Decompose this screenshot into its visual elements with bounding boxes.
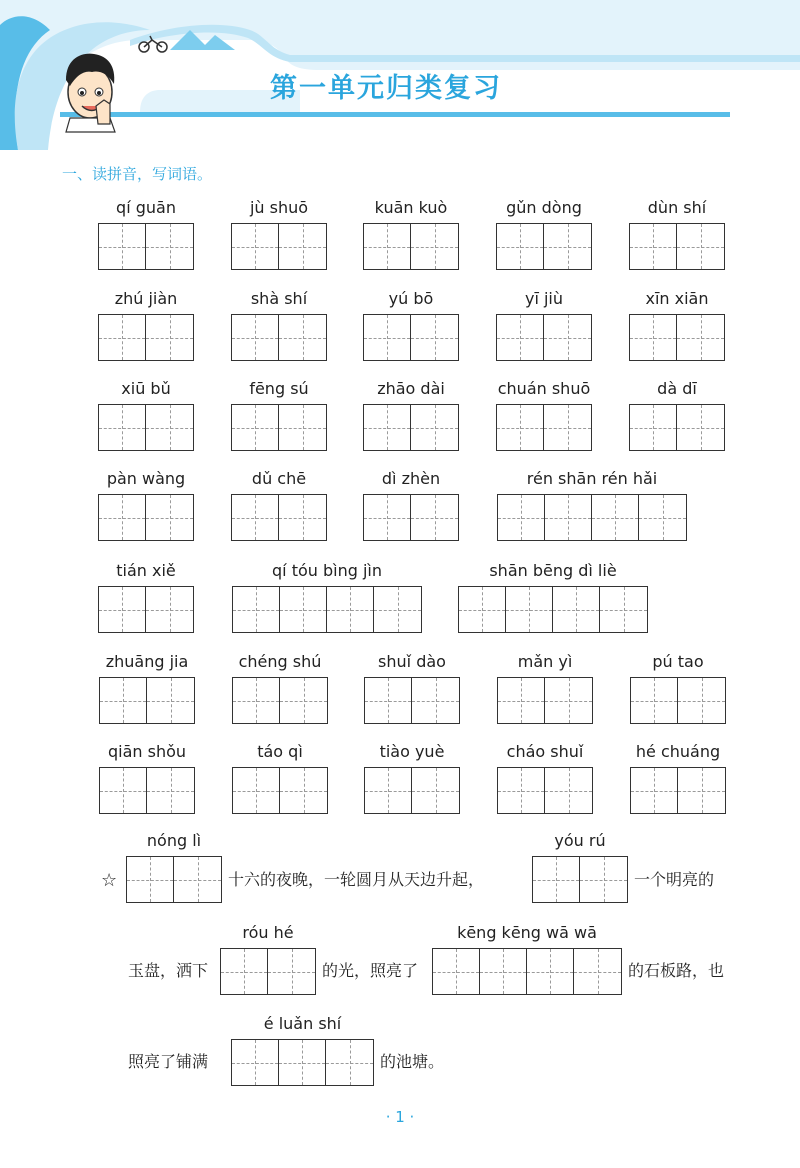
pinyin-label: yóu rú — [554, 831, 606, 850]
writing-grid[interactable] — [363, 314, 459, 361]
paragraph-text: 的池塘。 — [380, 1052, 445, 1071]
page-title: 第一单元归类复习 — [270, 73, 502, 104]
thumbs-up-boy-icon — [66, 54, 115, 132]
paragraph-text: 照亮了铺满 — [128, 1052, 209, 1071]
writing-grid[interactable] — [231, 494, 327, 541]
writing-grid[interactable] — [232, 767, 328, 814]
writing-grid[interactable] — [98, 404, 194, 451]
pinyin-label: yú bō — [388, 289, 434, 308]
pinyin-label: é luǎn shí — [263, 1014, 342, 1033]
writing-grid[interactable] — [496, 404, 592, 451]
pinyin-label: dì zhèn — [381, 469, 441, 488]
pinyin-label: kuān kuò — [374, 198, 448, 217]
pinyin-label: dǔ chē — [251, 469, 307, 488]
pinyin-label: shān bēng dì liè — [489, 561, 617, 580]
pinyin-label: zhāo dài — [377, 379, 445, 398]
pinyin-label: xīn xiān — [645, 289, 709, 308]
paragraph-text: 玉盘，洒下 — [128, 961, 209, 980]
pinyin-label: zhú jiàn — [114, 289, 178, 308]
pinyin-label: xiū bǔ — [121, 379, 171, 398]
pinyin-label: qiān shǒu — [107, 742, 187, 761]
writing-grid[interactable] — [630, 677, 726, 724]
writing-grid[interactable] — [99, 677, 195, 724]
writing-grid[interactable] — [629, 314, 725, 361]
writing-grid[interactable] — [363, 404, 459, 451]
pinyin-label: tiào yuè — [379, 742, 445, 761]
pinyin-label: qí guān — [116, 198, 176, 217]
paragraph-text: 的石板路，也 — [628, 961, 725, 980]
pinyin-label: jù shuō — [249, 198, 309, 217]
pinyin-label: zhuāng jia — [105, 652, 189, 671]
writing-grid[interactable] — [364, 677, 460, 724]
star-icon: ☆ — [101, 870, 118, 891]
writing-grid[interactable] — [232, 586, 422, 633]
pinyin-label: mǎn yì — [517, 652, 573, 671]
writing-grid[interactable] — [126, 856, 222, 903]
pinyin-label: pú tao — [652, 652, 704, 671]
writing-grid[interactable] — [629, 223, 725, 270]
pinyin-label: rén shān rén hǎi — [526, 469, 658, 488]
writing-grid[interactable] — [630, 767, 726, 814]
writing-grid[interactable] — [231, 223, 327, 270]
writing-grid[interactable] — [231, 404, 327, 451]
pinyin-label: chéng shú — [238, 652, 322, 671]
writing-grid[interactable] — [496, 223, 592, 270]
pinyin-label: shuǐ dào — [378, 652, 446, 671]
pinyin-label: shà shí — [250, 289, 308, 308]
writing-grid[interactable] — [231, 314, 327, 361]
writing-grid[interactable] — [363, 494, 459, 541]
pinyin-label: hé chuáng — [635, 742, 721, 761]
writing-grid[interactable] — [458, 586, 648, 633]
writing-grid[interactable] — [98, 223, 194, 270]
writing-grid[interactable] — [629, 404, 725, 451]
writing-grid[interactable] — [497, 767, 593, 814]
writing-grid[interactable] — [231, 1039, 374, 1086]
page-number: · 1 · — [385, 1108, 415, 1126]
writing-grid[interactable] — [497, 677, 593, 724]
pinyin-label: nóng lì — [146, 831, 202, 850]
writing-grid[interactable] — [99, 767, 195, 814]
writing-grid[interactable] — [98, 586, 194, 633]
paragraph-text: 一个明亮的 — [634, 870, 715, 889]
pinyin-label: táo qì — [257, 742, 303, 761]
pinyin-label: dà dī — [657, 379, 697, 398]
pinyin-label: yī jiù — [524, 289, 564, 308]
pinyin-label: kēng kēng wā wā — [457, 923, 597, 942]
writing-grid[interactable] — [497, 494, 687, 541]
writing-grid[interactable] — [532, 856, 628, 903]
writing-grid[interactable] — [220, 948, 316, 995]
paragraph-text: 十六的夜晚，一轮圆月从天边升起， — [228, 870, 485, 889]
pinyin-label: cháo shuǐ — [506, 742, 584, 761]
pinyin-label: qí tóu bìng jìn — [272, 561, 382, 580]
pinyin-label: chuán shuō — [497, 379, 591, 398]
writing-grid[interactable] — [363, 223, 459, 270]
section-title: 一、读拼音，写词语。 — [62, 165, 213, 183]
writing-grid[interactable] — [232, 677, 328, 724]
pinyin-label: róu hé — [242, 923, 294, 942]
writing-grid[interactable] — [432, 948, 622, 995]
paragraph-text: 的光，照亮了 — [322, 961, 419, 980]
pinyin-label: gǔn dòng — [506, 198, 582, 217]
pinyin-label: pàn wàng — [106, 469, 186, 488]
pinyin-label: dùn shí — [647, 198, 707, 217]
pinyin-label: fēng sú — [249, 379, 309, 398]
writing-grid[interactable] — [496, 314, 592, 361]
writing-grid[interactable] — [98, 494, 194, 541]
pinyin-label: tián xiě — [116, 561, 176, 580]
writing-grid[interactable] — [98, 314, 194, 361]
writing-grid[interactable] — [364, 767, 460, 814]
